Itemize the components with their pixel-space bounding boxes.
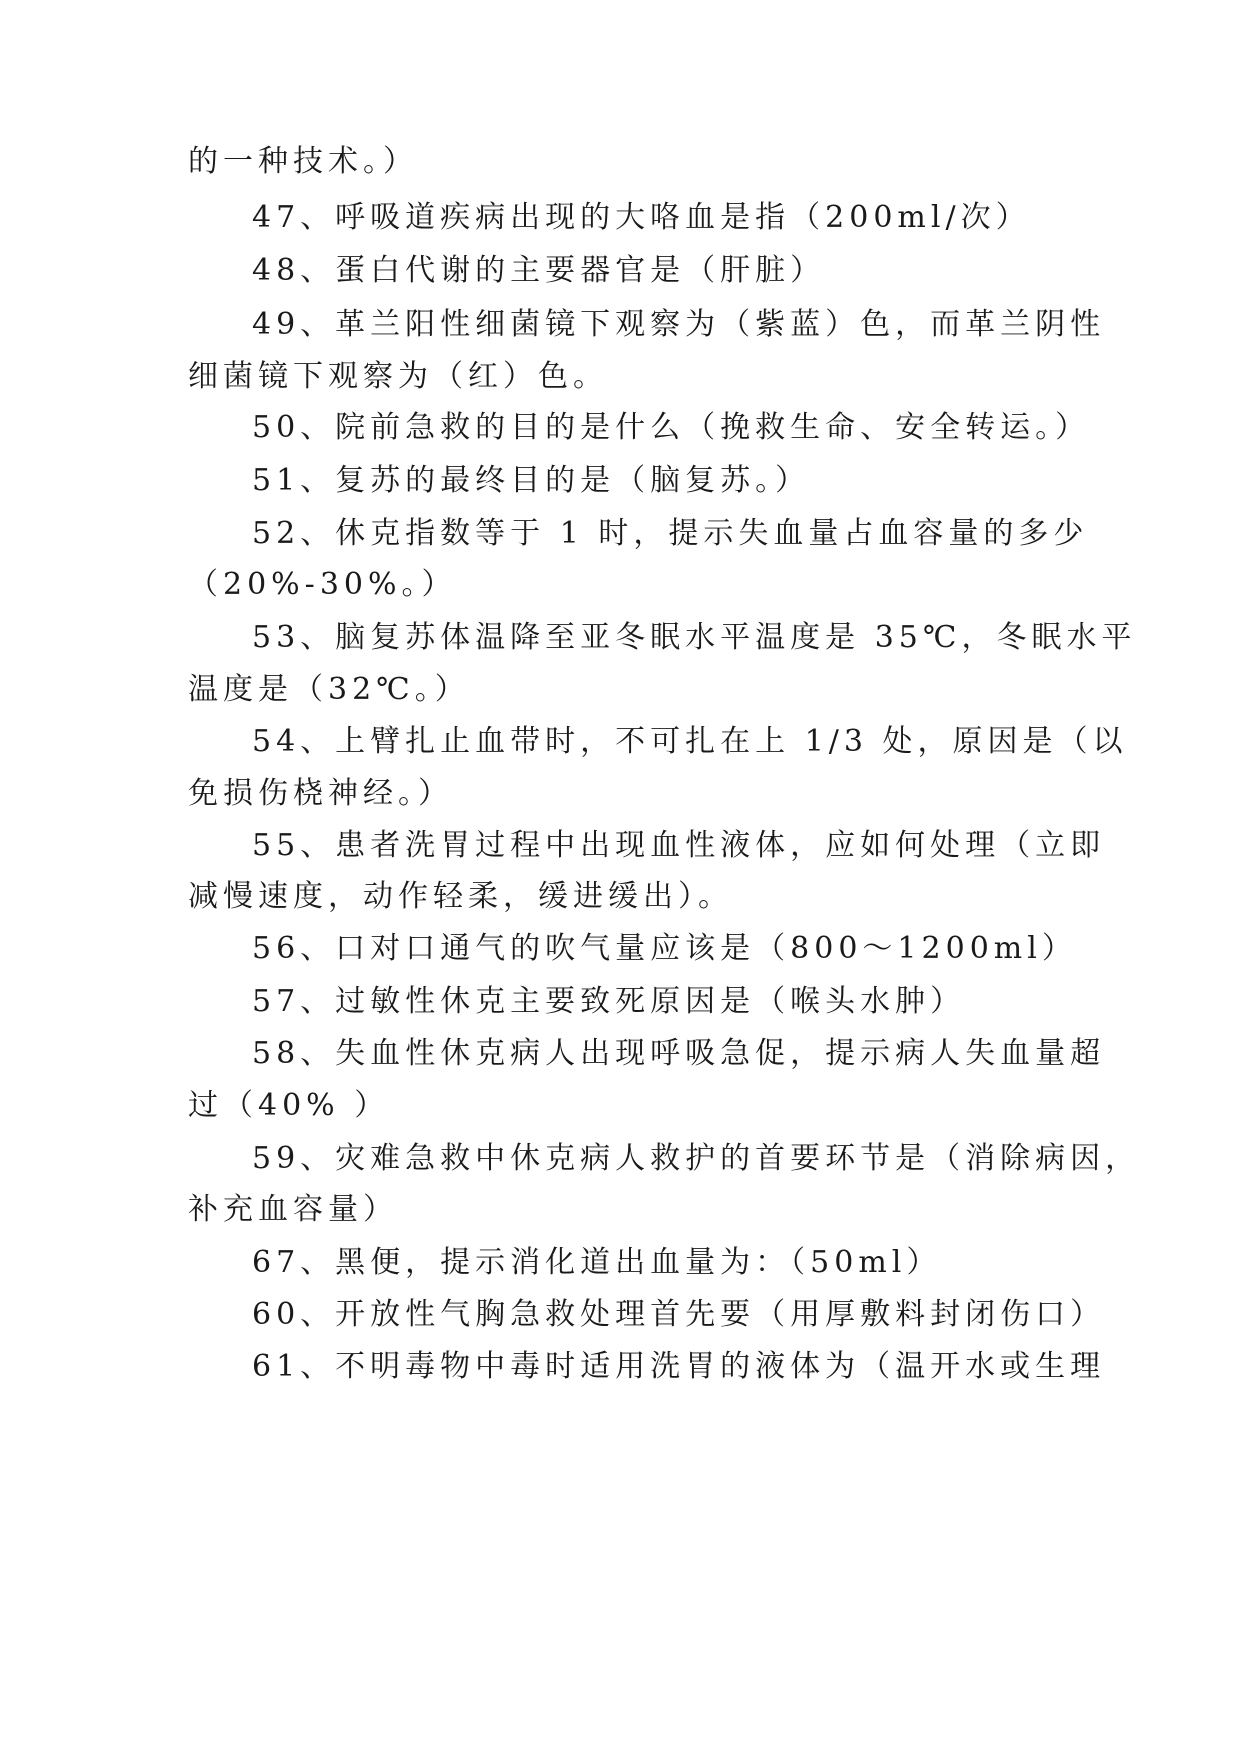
item-55: 55、患者洗胃过程中出现血性液体，应如何处理（立即 [252,828,1106,863]
item-53: 53、脑复苏体温降至亚冬眠水平温度是 35℃，冬眠水平 [252,620,1137,655]
item-51: 51、复苏的最终目的是（脑复苏。） [252,463,811,498]
item-54: 54、上臂扎止血带时，不可扎在上 1/3 处，原因是（以 [252,724,1128,759]
item-49-continued: 细菌镜下观察为（红）色。 [188,359,608,394]
item-58: 58、失血性休克病人出现呼吸急促，提示病人失血量超 [252,1036,1106,1071]
text-line-1: 的一种技术。） [188,144,418,179]
item-59: 59、灾难急救中休克病人救护的首要环节是（消除病因， [252,1141,1141,1176]
item-58-continued: 过（40% ） [188,1088,390,1123]
item-52-continued: （20%-30%。） [188,567,457,602]
item-55-continued: 减慢速度，动作轻柔，缓进缓出）。 [188,879,733,914]
item-57: 57、过敏性休克主要致死原因是（喉头水肿） [252,984,966,1019]
item-53-continued: 温度是（32℃。） [188,672,470,707]
item-48: 48、蛋白代谢的主要器官是（肝脏） [252,253,826,288]
item-61: 61、不明毒物中毒时适用洗胃的液体为（温开水或生理 [252,1349,1106,1384]
item-54-continued: 免损伤桡神经。） [188,776,453,811]
item-67: 67、黑便，提示消化道出血量为：（50ml） [252,1245,942,1280]
item-47: 47、呼吸道疾病出现的大咯血是指（200ml/次） [252,200,1031,235]
item-59-continued: 补充血容量） [188,1192,398,1227]
item-50: 50、院前急救的目的是什么（挽救生命、安全转运。） [252,410,1091,445]
item-60: 60、开放性气胸急救处理首先要（用厚敷料封闭伤口） [252,1297,1106,1332]
item-56: 56、口对口通气的吹气量应该是（800～1200ml） [252,931,1077,966]
item-52: 52、休克指数等于 1 时，提示失血量占血容量的多少 [252,516,1089,551]
item-49: 49、革兰阳性细菌镜下观察为（紫蓝）色，而革兰阴性 [252,307,1106,342]
